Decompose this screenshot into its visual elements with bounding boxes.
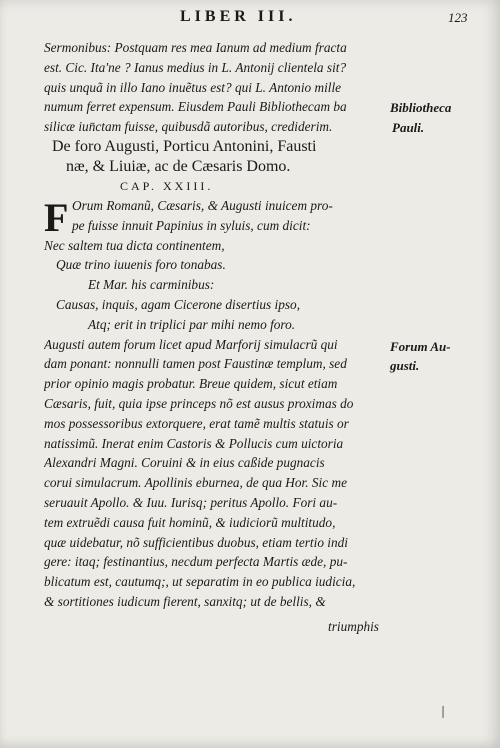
section-title-line-2: næ, & Liuiæ, ac de Cæsaris Domo. <box>66 158 291 175</box>
margin-note-pauli: Pauli. <box>392 120 425 135</box>
text-line: & sortitiones iudicum fierent, sanxitq; ut de bellis, & <box>44 593 326 609</box>
page-header <box>0 8 500 32</box>
chapter-text <box>44 196 390 612</box>
text-line: Alexandri Magni. Coruini & in eius caßide pugnacis <box>44 455 325 471</box>
text-line: Et Mar. his carminibus: <box>88 277 215 293</box>
text-line: dam ponant: nonnulli tamen post Faustinæ templum, sed <box>44 356 347 372</box>
drop-capital: F <box>44 195 69 240</box>
margin-note-augusti: gusti. <box>390 358 420 373</box>
verse-line: Nec saltem tua dicta continentem, <box>44 237 225 253</box>
text-line: prior opinio magis probatur. Breue quidem, sicut etiam <box>44 376 338 392</box>
text-line: quis unquã in illo Iano inuẽtus est? qui L. Antonio mille <box>44 79 342 95</box>
text-line: corui simulacrum. Apollinis eburnea, de qua Hor. Sic me <box>44 475 347 491</box>
paragraph-opening <box>44 38 390 137</box>
text-line: gere: itaq; festinantius, necdum perfecta Martis æde, pu- <box>44 554 348 570</box>
margin-note-forum: Forum Au- <box>390 339 451 354</box>
verse-line: Causas, inquis, agam Cicerone disertius ipso, <box>56 296 301 312</box>
text-line: quæ uidebatur, nõ sufficientibus duobus, etiam tertio indi <box>44 534 348 550</box>
verse-line: Quæ trino iuuenis foro tonabas. <box>56 257 226 273</box>
page-number: 123 <box>448 10 468 25</box>
verse-line: Atq; erit in triplici par mihi nemo foro. <box>88 316 296 332</box>
text-line: pe fuisse innuit Papinius in syluis, cum dicit: <box>72 217 311 233</box>
text-line: Orum Romanũ, Cæsaris, & Augusti inuicem pro- <box>72 198 333 213</box>
text-line: tem extruẽdi causa fuit hominũ, & iudiciorũ multitudo, <box>44 514 336 530</box>
text-line: Cæsaris, fuit, quia ipse princeps nõ est ausus proximas do <box>44 395 354 411</box>
text-line: Augusti autem forum licet apud Marforij simulacrũ qui <box>44 336 338 352</box>
text-line: est. Cic. Ita'ne ? Ianus medius in L. Antonij clientela sit? <box>44 59 347 75</box>
ink-mark: ❘ <box>438 704 449 718</box>
text-line: seruauit Apollo. & Iuu. Iurisq; peritus Apollo. Fori au- <box>44 494 338 510</box>
margin-note-bibliotheca: Bibliotheca <box>390 100 452 115</box>
text-line: mos possessoribus extorquere, erat tamẽ multis statuis or <box>44 415 349 431</box>
text-line: natissimũ. Inerat enim Castoris & Pollucis cum uictoria <box>44 435 344 451</box>
text-line: silicæ iun̄ctam fuisse, quibusdã autoribus, crediderim. <box>44 119 333 135</box>
running-head: LIBER III. <box>180 8 297 25</box>
text-line: numum ferret expensum. Eiusdem Pauli Bibliothecam ba <box>44 99 347 115</box>
text-line: blicatum est, cautumq;, ut separatim in eo publica iudicia, <box>44 574 356 590</box>
catchword: triumphis <box>328 619 379 634</box>
text-line: Sermonibus: Postquam res mea Ianum ad medium fracta <box>44 40 347 55</box>
chapter-label: CAP. XXIII. <box>120 179 214 193</box>
section-title-line-1: De foro Augusti, Porticu Antonini, Fausti <box>52 138 317 155</box>
